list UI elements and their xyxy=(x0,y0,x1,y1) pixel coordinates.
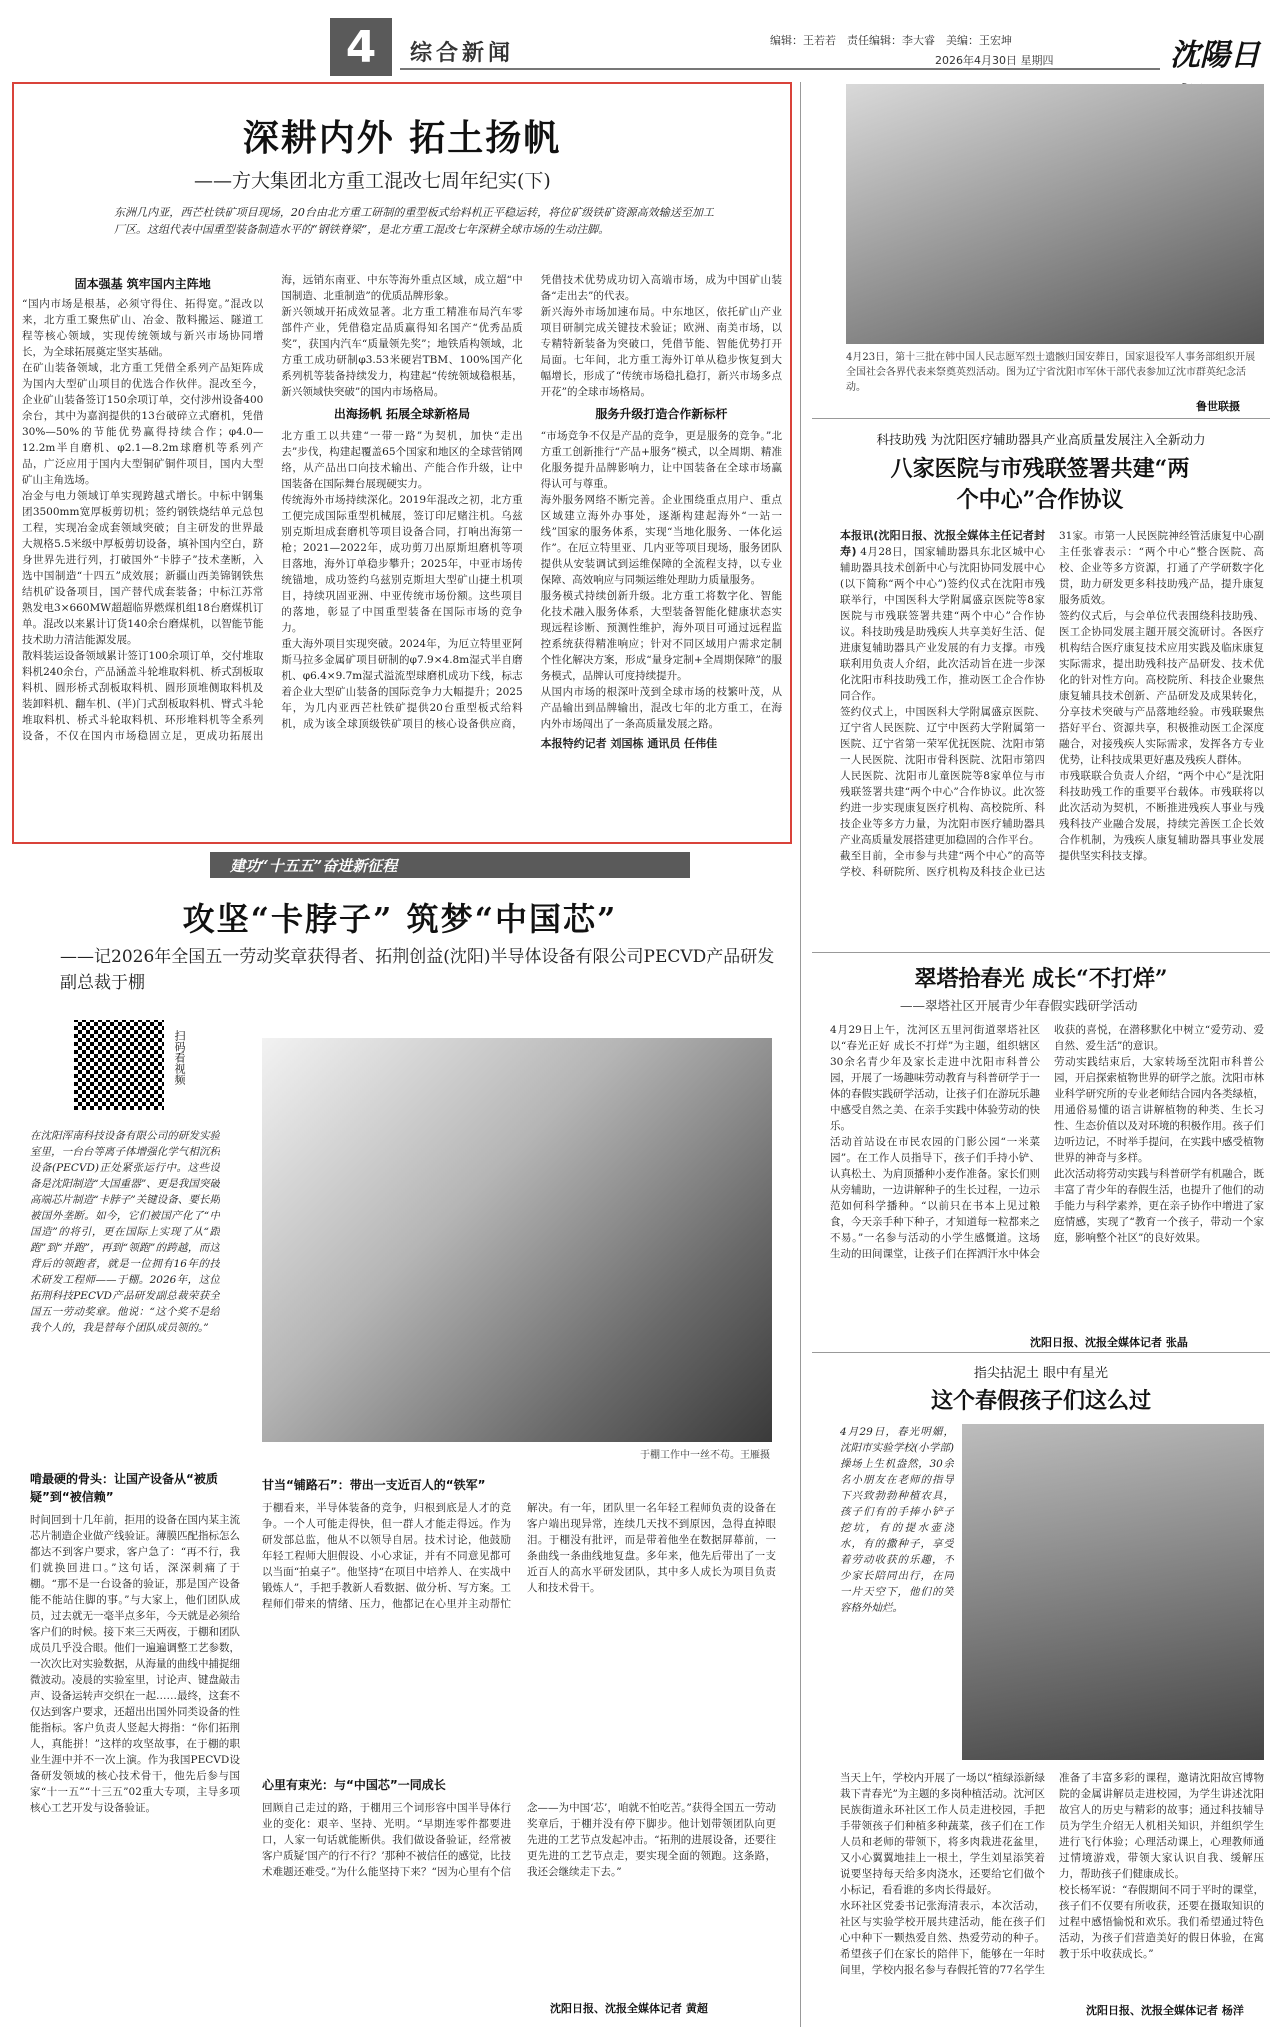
column-divider xyxy=(800,82,801,2027)
hospital-paragraph: 4月28日，国家辅助器具东北区城中心辅助器具技术创新中心与沈阳协同发展中心(以下简称“两个中心”)签约仪式在沈阳市残联举行，中国医科大学附属盛京医院等8家医院与市残联签署共建“两个中心”合作协议。科技助残是助残疾人共享美好生活、促进康复辅助器具产业发展的有力支撑。市残联利用负责人介绍，此次活动旨在进一步深化沈阳市科技助残工作，推动医工企合作协同合作。 xyxy=(840,546,1046,702)
ceremony-caption: 4月23日，第十三批在韩中国人民志愿军烈士遗骸归国安葬日，国家退役军人事务部组织开展全国社会各界代表来祭奠英烈活动。图为辽宁省沈阳市军休干部代表参加辽沈市群英纪念活动。 xyxy=(846,352,1256,393)
cuiba-subtitle: ——翠塔社区开展青少年春假实践研学活动 xyxy=(900,998,1138,1013)
lead-byline: 本报特约记者 刘国栋 通讯员 任伟佳 xyxy=(540,737,718,750)
hospital-paragraph: 截至目前，全市参与共建“两个中心”的高等学校、科研院所、医疗机构及科技企业已达31家。市第一人民医院神经管活康复中心副主任张睿表示：“两个中心”整合医院、高校、企业等多方资源，打通了产学研数字化贯，助力研发更多科技助残产品，提升康复服务质效。 xyxy=(840,530,1264,878)
kids-photo xyxy=(962,1424,1264,1760)
cuiba-body xyxy=(830,1022,1264,1332)
hospital-body xyxy=(840,528,1264,946)
qr-label: 扫码看视频 xyxy=(173,1030,186,1085)
kids-body xyxy=(840,1770,1264,1996)
lead-paragraph: 新兴海外市场加速布局。中东地区，依托矿山产业项目研制完成关键技术验证；欧洲、南美市场，以专精特新装备为突破口，凭借节能、智能优势打开局面。七年间，北方重工海外订单从稳步恢复到大幅增长，形成了“传统市场稳扎稳打，新兴市场多点开花”的全球市场格局。 xyxy=(540,306,782,398)
cuiba-paragraph: 4月29日上午，沈河区五里河街道翠塔社区以“春光正好 成长不打烊”为主题，组织辖区30余名青少年及家长走进中沈阳市科普公园，开展了一场趣味劳动教育与科普研学于一体的春假实践研学活动，让孩子们在游玩乐趣中感受自然之美、在亲手实践中体验劳动的快乐。 xyxy=(830,1024,1040,1132)
lead-paragraph: 服务模式持续创新升级。北方重工将数字化、智能化技术融入服务体系，大型装备智能化健康状态实现远程诊断、预测性维护，海外项目可通过远程监控系统获得精准响应；针对不同区域用户需求定制个性化解决方案，形成“量身定制+全周期保障”的服务模式，品牌认可度持续提升。 xyxy=(540,590,782,682)
section-rule xyxy=(812,418,1270,419)
cuiba-paragraph: 活动首站设在市民农园的门影公园“一米菜园”。在工作人员指导下，孩子们手持小铲、认真松土、为肩顶播种小麦作准备。家长们则从旁辅助，一边讲解种子的生长过程，一边示范如何科学播种。“以前只在书本上见过粮食，今天亲手种下种子，才知道每一粒都来之不易。”一名参与活动的小学生感慨道。这场生动的田间课堂，让孩子们在挥洒汗水中体会收获的喜悦，在潜移默化中树立“爱劳动、爱自然、爱生活”的意识。 xyxy=(830,1024,1264,1260)
lead-paragraph: “市场竞争不仅是产品的竞争，更是服务的竞争。”北方重工创新推行“产品+服务”模式，以全周期、精准化服务提升品牌影响力，让中国装备在全球市场赢得认可与尊重。 xyxy=(540,430,782,490)
masthead-logo: 沈陽日 xyxy=(1170,38,1260,73)
lead-paragraph: 从国内市场的根深叶茂到全球市场的枝繁叶茂，从产品输出到品牌输出，混改七年的北方重工，在海内外市场闯出了一条高质量发展之路。 xyxy=(540,686,782,730)
lead-body xyxy=(22,272,782,832)
subhead-overseas: 出海扬帆 拓展全球新格局 xyxy=(333,407,471,421)
hospital-paragraph: 签约仪式上，中国医科大学附属盛京医院、辽宁省人民医院、辽宁中医药大学附属第一医院、辽宁省第一荣军优抚医院、沈阳市第一人民医院、沈阳市骨科医院、沈阳市第四人民医院、沈阳市儿童医院等8家单位与市残联签署共建“两个中心”合作协议。此次签约进一步实现康复医疗机构、高校院所、科技企业等多方力量，为沈阳市医疗辅助器具产业高质量发展搭建更加稳固的合作平台。 xyxy=(840,706,1045,846)
lead-subtitle: ——方大集团北方重工混改七周年纪实(下) xyxy=(194,170,551,192)
subhead-bone: 啃最硬的骨头：让国产设备从“被质疑”到“被信赖” xyxy=(30,1472,218,1504)
lead-paragraph: 冶金与电力领域订单实现跨越式增长。中标中钢集团3500mm宽厚板剪切机；签约钢铁烧结单元总包工程，实现冶金成套领域突破；自主研发的世界最大规格5.5米级中厚板剪切设备，填补国内空白，跻身世界先进行列，打破国外“卡脖子”技术垄断，入选中国制造“十四五”成效展；新疆山西美锦钢铁焦结机矿设备项目，国产替代成套装备；中标江苏常熟发电3×660MW超超临界燃煤机组18台磨煤机订单。混改以来累计订货140余台磨煤机，以智能节能技术助力清洁能源发展。 xyxy=(22,490,264,646)
cuiba-byline: 沈阳日报、沈报全媒体记者 张晶 xyxy=(1030,1336,1188,1349)
hospital-paragraph: 市残联联合负责人介绍，“两个中心”是沈阳科技助残工作的重要平台载体。市残联将以此次活动为契机，不断推进残疾人事业与残残科技产业融合发展，持续完善医工企长效合作机制，为残疾人康复辅助器具事业发展提供坚实科技支撑。 xyxy=(1059,770,1264,862)
lead-paragraph: 北方重工以共建“一带一路”为契机，加快“走出去”步伐，构建起覆盖65个国家和地区的全球营销网络，从产品出口向技术输出、产能合作升级，让中国装备在国际舞台展现硬实力。 xyxy=(281,430,523,490)
chip-title: 攻坚“卡脖子” 筑梦“中国芯” xyxy=(182,900,618,938)
chip-subtitle: ——记2026年全国五一劳动奖章获得者、拓荆创益(沈阳)半导体设备有限公司PECVD产品研发副总裁于棚 xyxy=(60,947,775,993)
page-number: 4 xyxy=(330,18,392,76)
issue-date: 2026年4月30日 星期四 xyxy=(935,54,1054,67)
lead-paragraph: “国内市场是根基，必须守得住、拓得宽。”混改以来，北方重工聚焦矿山、冶金、散料搬运、隧道工程等核心领域，实现传统领域与新兴市场协同增长，为全球拓展奠定坚实基础。 xyxy=(22,298,264,358)
kids-paragraph: 校长杨军说：“春假期间不同于平时的课堂，孩子们不仅要有所收获，还要在摄取知识的过程中感悟愉悦和欢乐。我们希望通过特色活动，为孩子们营造美好的假日体验，在寓教于乐中收获成长。” xyxy=(1059,1884,1264,1960)
lead-paragraph: 新兴领域开拓成效显著。北方重工精准布局汽车零部件产业，凭借稳定品质赢得知名国产“优秀品质奖”，获国内汽车“质量领先奖”；地铁盾构领域，北方重工成功研制φ3.53米硬岩TBM、100%国产化系列机等装备持续发力，构建起“传统领域稳根基，新兴领域快突破”的国内市场格局。 xyxy=(281,306,523,398)
ceremony-credit: 鲁世联摄 xyxy=(1196,400,1240,413)
lead-paragraph: 散料装运设备领域累计签订100余项订单，交付堆取料机240余台，产品涵盖斗轮堆取料机、桥式刮板取料机、圆形桥式刮板取料机、圆形顶堆侧取料机及装卸料机、翻车机、(半)门式刮板取料机、臂式斗轮堆取料机、桥式斗轮取料机、环形堆料机等全系列设备，不仅在国内市场稳固立足，更成功拓展出海，远销东南亚、中东等海外重点区域，成立超“中国制造、北重制造”的优质品牌形象。 xyxy=(22,274,523,742)
kids-paragraph: 当天上午，学校内开展了一场以“植绿添新绿 栽下青春光”为主题的多岗种植活动。沈河区民族街道永环社区工作人员走进校园，手把手带领孩子们种植多种蔬菜，孩子们在工作人员和老师的带领下，将多肉栽进花盆里，又小心翼翼地挂上一根土，学生刘星添笑着说要坚持每天给多肉浇水，还要给它们做个小标记，看看谁的多肉长得最好。 xyxy=(840,1772,1045,1896)
chip-paragraph: 回顾自己走过的路，于棚用三个词形容中国半导体行业的变化：艰辛、坚持、光明。“早期连零件都要进口，人家一句话就能断供。我们做设备验证，经常被客户质疑‘国产的行不行？’那种不被信任的感觉，比技术难题还难受。”为什么能坚持下来？“因为心里有个信念——为中国‘芯’，咱就不怕吃苦。”获得全国五一劳动奖章后，于棚并没有停下脚步。他计划带领团队向更先进的工艺节点发起冲击。“拓荆的进展设备，还要往更先进的工艺节点走，要实现全面的领跑。这条路，我还会继续走下去。” xyxy=(262,1802,776,1878)
lead-paragraph: 在矿山装备领域，北方重工凭借全系列产品矩阵成为国内大型矿山项目的优选合作伙伴。混改至今，企业矿山装备签订150余项订单，交付涉州设备400余台，其中为嘉润提供的13台破碎立式磨机，凭借30%—50%的节能优势赢得持续合作；φ4.0—12.2m半自磨机、φ2.1—8.2m球磨机等系列产品，广泛应用于国内大型铜矿铜件项目，国内大型矿山主角选场。 xyxy=(22,362,264,486)
lead-intro: 东洲几内亚，西芒杜铁矿项目现场，20台由北方重工研制的重型板式给料机正平稳运转，将位矿级铁矿资源高效输送至加工厂区。这组代表中国重型装备制造水平的“钢铁脊梁”，是北方重工混改七年深耕全球市场的生动注脚。 xyxy=(114,206,714,236)
portrait-photo xyxy=(262,1038,772,1442)
qr-code[interactable] xyxy=(74,1020,164,1110)
header-rule xyxy=(400,68,1160,70)
chip-intro: 在沈阳浑南科技设备有限公司的研发实验室里，一台台等离子体增强化学气相沉积设备(PECVD)正处紧张运行中。这些设备是沈阳制造“大国重器”、更是我国突破高端芯片制造“卡脖子”关键设备、要长期被国外垄断。如今，它们被国产化了“中国造”的将引，更在国际上实现了从“跟跑”到“并跑”，再到“领跑”的跨越，而这背后的领跑者，就是一位拥有16年的技术研发工程师——于棚。2026年，这位拓荆科技PECVD产品研发副总裁荣获全国五一劳动奖章。他说：“这个奖不是给我个人的，我是替每个团队成员领的。” xyxy=(30,1130,220,1334)
lead-title: 深耕内外 拓土扬帆 xyxy=(242,117,562,159)
chip-paragraph: 时间回到十几年前，拒用的设备在国内某主流芯片制造企业做产线验证。薄膜匹配指标怎么都达不到客户要求，客户急了：“再不行，我们就换回进口。”这句话，深深刺痛了于棚。“那不是一台设备的验证，那是国产设备能不能站住脚的事。”与大家上，他们团队成员，过去就无一毫半点多年，今天就是必须给客户们的时候。接下来三天两夜，于棚和团队成员几乎没合眼。他们一遍遍调整工艺参数，一次次比对实验数据，从海量的曲线中捕捉细微波动。凌晨的实验室里，讨论声、键盘敲击声、设备运转声交织在一起……最终，这套不仅达到客户要求，还超出出国外同类设备的性能指标。客户负责人竖起大拇指：“你们拓荆人，真能拼！”这样的攻坚故事，在于棚的职业生涯中并不一次上演。作为我国PECVD设备研发领域的核心技术骨干，他先后参与国家“十一五”“十三五”02重大专项，主导多项核心工艺开发与设备验证。 xyxy=(30,1514,240,1814)
portrait-caption: 于棚工作中一丝不苟。王雁摄 xyxy=(640,1450,770,1461)
ceremony-photo xyxy=(846,84,1264,344)
hospital-kicker: 科技助残 为沈阳医疗辅助器具产业高质量发展注入全新动力 xyxy=(876,432,1206,447)
section-rule xyxy=(812,952,1270,953)
subhead-paving: 甘当“铺路石”：带出一支近百人的“铁军” xyxy=(262,1478,486,1492)
section-rule xyxy=(812,1352,1270,1353)
cuiba-title: 翠塔拾春光 成长“不打烊” xyxy=(914,966,1168,992)
kids-byline: 沈阳日报、沈报全媒体记者 杨洋 xyxy=(1086,2004,1244,2017)
page-header xyxy=(0,0,1280,80)
chip-body xyxy=(30,1470,776,2020)
subhead-light: 心里有束光：与“中国芯”一同成长 xyxy=(262,1778,446,1792)
chip-paragraph: 于棚看来，半导体装备的竞争，归根到底是人才的竞争。一个人可能走得快，但一群人才能走得远。作为研发部总监，他从不以领导自居。技术讨论，他鼓励年轻工程师大胆假设、小心求证，并有不同意见都可以当面“拍桌子”。他坚持“在项目中培养人、在实战中锻炼人”，手把手教新人看数据、做分析、写方案。工程师们带来的情绪、压力，他都记在心里并主动帮忙解决。有一年，团队里一名年轻工程师负责的设备在客户端出现异常，连续几天找不到原因，急得直掉眼泪。于棚没有批评，而是带着他坐在数据屏幕前，一条曲线一条曲线地复盘。多年来，他先后带出了一支近百人的高水平研发团队，其中多人成长为项目负责人和技术骨干。 xyxy=(262,1502,776,1610)
lead-paragraph: 重大海外项目实现突破。2024年，为厄立特里亚阿斯马拉多金属矿项目研制的φ7.9×4.8m湿式半自磨机、φ6.4×9.7m湿式溢流型球磨机成功下线，标志着企业大型矿山装备的国际竞争力大幅提升；2025年，为几内亚西芒杜铁矿提供20台重型板式给料机，成为该全球顶级铁矿项目的核心设备供应商，凭借技术优势成功切入高端市场，成为中国矿山装备“走出去”的代表。 xyxy=(281,274,782,730)
cuiba-paragraph: 劳动实践结束后，大家转场至沈阳市科普公园，开启探索植物世界的研学之旅。沈阳市林业科学研究所的专业老师结合园内各类绿植，用通俗易懂的语言讲解植物的种类、生长习性、生态价值以及对环境的积极作用。孩子们边听边记，不时举手提问，在实践中感受植物世界的神奇与多样。 xyxy=(1054,1056,1264,1164)
kids-title: 这个春假孩子们这么过 xyxy=(930,1388,1151,1414)
kids-side-text: 4月29日，春光明媚，沈阳市实验学校(小学部)操场上生机盎然，30余名小朋友在老师的指导下兴致勃勃种植农具，孩子们有的手捧小铲子挖坑，有的提水壶浇水，有的撒种子，享受着劳动收获的乐趣，不少家长陪同出行，在同一片天空下，他们的笑容格外灿烂。 xyxy=(840,1426,954,1614)
chip-byline: 沈阳日报、沈报全媒体记者 黄超 xyxy=(550,2002,708,2015)
lead-paragraph: 传统海外市场持续深化。2019年混改之初，北方重工便完成国际重型机械展，签订印尼赌注机。乌兹别克斯坦成套磨机等项目设备合同，打响出海第一枪；2021—2022年，成功剪刀出原斯坦磨机等项目落地，海外订单稳步攀升；2025年，中亚市场传统锚地，成功签约乌兹别克斯坦大型矿山捷土机项目，持续巩固亚洲、中亚传统市场份额。这些项目的落地，彰显了中国重型装备在国际市场的竞争力。 xyxy=(281,494,523,634)
subhead-service: 服务升级打造合作新标杆 xyxy=(595,407,728,421)
editors-line: 编辑：王若若 责任编辑：李大睿 美编：王宏坤 xyxy=(770,34,1012,47)
kids-kicker: 指尖拈泥土 眼中有星光 xyxy=(973,1366,1109,1381)
hospital-paragraph: 签约仪式后，与会单位代表围绕科技助残、医工企协同发展主题开展交流研讨。各医疗机构结合医疗康复技术应用实践及临床康复实际需求，提出助残科技产品研发、技术优化的针对性方向。高校院所、科技企业聚焦康复辅具技术创新、产品研发及成果转化，分享技术突破与产品落地经验。市残联聚焦搭好平台、资源共享，积极推动医工企深度融合，对接残疾人实际需求，发挥各方专业优势，让科技成果更好惠及残疾人群体。 xyxy=(1059,610,1264,766)
section-title: 综合新闻 xyxy=(410,41,515,66)
hospital-title: 八家医院与市残联签署共建“两个中心”合作协议 xyxy=(890,456,1190,513)
lead-article xyxy=(12,82,792,844)
hospital-byline: 本报讯(沈阳日报、沈报全媒体主任记者封寿) xyxy=(840,529,1045,558)
cuiba-paragraph: 此次活动将劳动实践与科普研学有机融合，既丰富了青少年的春假生活，也提升了他们的动手能力与科学素养，更在亲子协作中增进了家庭情感，实现了“教育一个孩子，带动一个家庭，影响整个社区”的良好效果。 xyxy=(1054,1168,1264,1244)
kids-paragraph: 水环社区党委书记张海清表示，本次活动，社区与实验学校开展共建活动，能在孩子们心中种下一颗热爱自然、热爱劳动的种子。希望孩子们在家长的陪伴下，能够在一年时间里，学校内报名参与春假托管的77名学生准备了丰富多彩的课程，邀请沈阳故宫博物院的金属讲解员走进校园，为学生讲述沈阳故宫人的历史与精彩的故事；通过科技辅导员为学生介绍无人机相关知识，并组织学生进行飞行体验；心理活动课上，心理教师通过情境游戏，带领大家认识自我、缓解压力，帮助孩子们健康成长。 xyxy=(840,1772,1264,1976)
subhead-domestic: 固本强基 筑牢国内主阵地 xyxy=(74,277,211,291)
lead-paragraph: 海外服务网络不断完善。企业围绕重点用户、重点区域建立海外办事处，逐渐构建起海外“一站一线”国家的服务体系，实现“当地化服务、一体化运作”。在厄立特里亚、几内亚等项目现场，服务团队提供从安装调试到运维保障的全流程支持，以专业保障、高效响应与同频运维处理助力质量服务。 xyxy=(540,494,782,586)
series-banner: 建功“十五五”奋进新征程 xyxy=(210,852,690,878)
